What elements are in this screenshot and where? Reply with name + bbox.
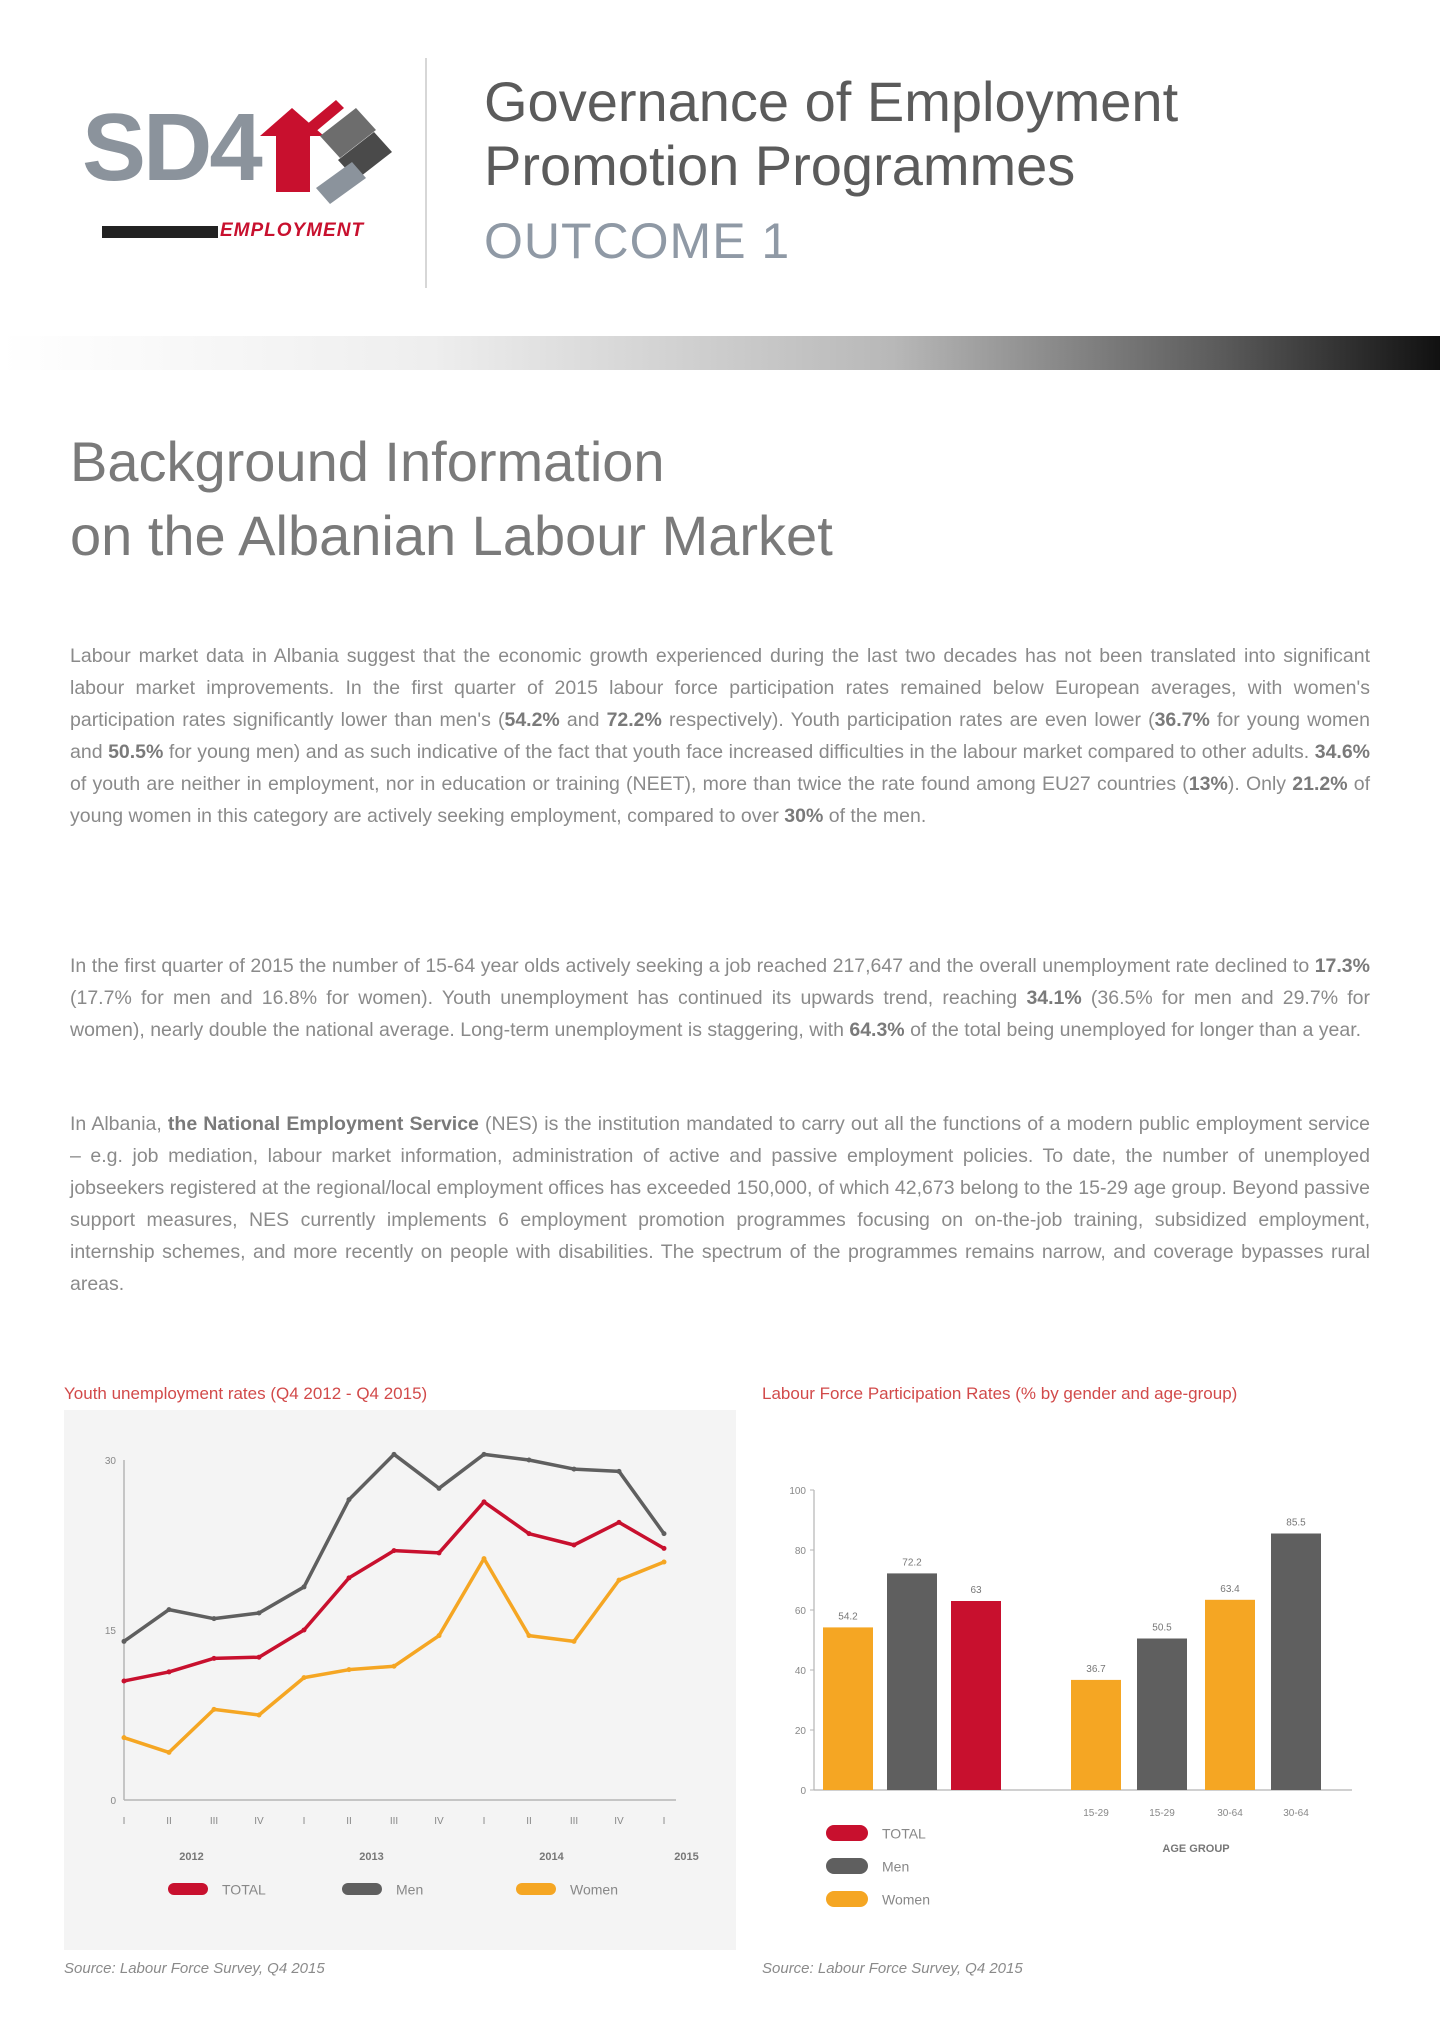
x-group-label: 2014 bbox=[539, 1851, 564, 1863]
logo-text: SD4 bbox=[82, 94, 260, 201]
bar-men bbox=[1271, 1534, 1321, 1791]
data-point-men bbox=[347, 1497, 352, 1502]
data-point-men bbox=[257, 1611, 262, 1616]
legend-swatch bbox=[826, 1891, 868, 1907]
data-point-women bbox=[662, 1560, 667, 1565]
paragraph-1 bbox=[70, 640, 1370, 832]
bar-chart-legend bbox=[826, 1824, 1026, 1924]
participation-bar-chart bbox=[762, 1410, 1382, 1860]
y-tick-label: 15 bbox=[104, 1626, 116, 1637]
section-title-line-1: Background Information bbox=[70, 430, 665, 493]
outcome-label: OUTCOME 1 bbox=[484, 213, 791, 269]
data-point-women bbox=[572, 1639, 577, 1644]
data-point-women bbox=[617, 1578, 622, 1583]
bar-women bbox=[1071, 1680, 1121, 1790]
data-point-women bbox=[392, 1664, 397, 1669]
line-chart-title: Youth unemployment rates (Q4 2012 - Q4 2015) bbox=[64, 1384, 428, 1403]
text-run: In the first quarter of 2015 the number of 15-64 year olds actively seeking a job reached 217,647 and the overall unemployment rate declined to bbox=[70, 955, 1315, 977]
x-tick-label: III bbox=[569, 1816, 579, 1827]
legend-label: Women bbox=[570, 1881, 618, 1898]
age-tick-label: 30-64 bbox=[1217, 1808, 1243, 1819]
legend-item-total bbox=[826, 1824, 926, 1841]
data-point-total bbox=[392, 1548, 397, 1553]
data-point-total bbox=[257, 1655, 262, 1660]
paragraph-2 bbox=[70, 950, 1370, 1046]
data-point-total bbox=[437, 1550, 442, 1555]
title-line-2: Promotion Programmes bbox=[484, 134, 1076, 197]
age-tick-label: 30-64 bbox=[1283, 1808, 1309, 1819]
data-point-total bbox=[482, 1499, 487, 1504]
x-tick-label: I bbox=[482, 1816, 486, 1827]
x-tick-label: III bbox=[209, 1816, 219, 1827]
logo-arrows-icon bbox=[250, 100, 400, 210]
legend-swatch bbox=[168, 1883, 208, 1895]
data-point-men bbox=[482, 1452, 487, 1457]
text-run: of young women in this category are actively seeking employment, compared to over bbox=[70, 773, 1371, 827]
x-tick-label: IV bbox=[254, 1816, 264, 1827]
y-tick-label: 60 bbox=[794, 1606, 806, 1617]
bold-figure: 34.1% bbox=[1026, 987, 1082, 1009]
title-line-1: Governance of Employment bbox=[484, 70, 1179, 133]
age-group-label: AGE GROUP bbox=[1162, 1843, 1230, 1855]
data-point-men bbox=[662, 1531, 667, 1536]
series-line-total bbox=[124, 1502, 664, 1681]
data-point-men bbox=[302, 1584, 307, 1589]
age-tick-label: 15-29 bbox=[1149, 1808, 1175, 1819]
legend-item-women bbox=[826, 1890, 930, 1907]
series-line-men bbox=[124, 1454, 664, 1641]
bold-figure: 72.2% bbox=[606, 709, 662, 731]
y-tick-label: 0 bbox=[110, 1796, 116, 1807]
bold-figure: 34.6% bbox=[1314, 741, 1371, 763]
x-tick-label: I bbox=[122, 1816, 126, 1827]
bar-chart-title: Labour Force Participation Rates (% by gender and age-group) bbox=[762, 1384, 1238, 1403]
data-point-total bbox=[167, 1669, 172, 1674]
bold-figure: 21.2% bbox=[1292, 773, 1348, 795]
bar-value-label: 72.2 bbox=[902, 1557, 922, 1569]
bar-value-label: 63.4 bbox=[1220, 1583, 1240, 1595]
gradient-divider bbox=[0, 336, 1440, 370]
data-point-women bbox=[437, 1633, 442, 1638]
sd4-logo bbox=[82, 94, 402, 250]
data-point-men bbox=[527, 1458, 532, 1463]
data-point-total bbox=[347, 1575, 352, 1580]
data-point-women bbox=[482, 1556, 487, 1561]
legend-item-total bbox=[168, 1880, 266, 1897]
age-tick-label: 15-29 bbox=[1083, 1808, 1109, 1819]
bar-men bbox=[1137, 1639, 1187, 1791]
line-chart-source: Source: Labour Force Survey, Q4 2015 bbox=[64, 1960, 325, 1977]
x-group-label: 2015 bbox=[674, 1851, 699, 1863]
legend-swatch bbox=[342, 1883, 382, 1895]
x-group-label: 2013 bbox=[359, 1851, 384, 1863]
data-point-total bbox=[302, 1628, 307, 1633]
bar-value-label: 85.5 bbox=[1286, 1517, 1306, 1529]
x-tick-label: IV bbox=[434, 1816, 444, 1827]
text-run: In Albania, bbox=[70, 1113, 168, 1135]
youth-unemployment-line-chart bbox=[64, 1410, 736, 1950]
data-point-women bbox=[212, 1707, 217, 1712]
data-point-women bbox=[347, 1667, 352, 1672]
data-point-total bbox=[527, 1531, 532, 1536]
data-point-total bbox=[122, 1679, 127, 1684]
data-point-total bbox=[572, 1543, 577, 1548]
data-point-women bbox=[302, 1675, 307, 1680]
series-line-women bbox=[124, 1559, 664, 1753]
data-point-total bbox=[662, 1546, 667, 1551]
x-tick-label: II bbox=[346, 1816, 352, 1827]
section-title bbox=[70, 425, 833, 573]
legend-label: Women bbox=[882, 1891, 930, 1908]
bar-total bbox=[951, 1601, 1001, 1790]
x-tick-label: II bbox=[166, 1816, 172, 1827]
y-tick-label: 20 bbox=[794, 1726, 806, 1737]
x-tick-label: IV bbox=[614, 1816, 624, 1827]
line-chart-legend bbox=[64, 1880, 736, 1910]
bold-figure: 13% bbox=[1188, 773, 1228, 795]
data-point-women bbox=[257, 1713, 262, 1718]
y-tick-label: 30 bbox=[104, 1456, 116, 1467]
data-point-men bbox=[437, 1486, 442, 1491]
data-point-men bbox=[167, 1607, 172, 1612]
text-run: of youth are neither in employment, nor in education or training (NEET), more than twice the rate found among EU27 countries ( bbox=[70, 773, 1189, 795]
logo-bar bbox=[102, 226, 218, 238]
legend-swatch bbox=[516, 1883, 556, 1895]
data-point-men bbox=[122, 1639, 127, 1644]
x-tick-label: III bbox=[389, 1816, 399, 1827]
bar-value-label: 54.2 bbox=[838, 1611, 858, 1623]
data-point-women bbox=[167, 1750, 172, 1755]
text-run: (NES) is the institution mandated to carry out all the functions of a modern public employment service – e.g. job mediation, labour market information, administration of active and passive employment policies. To date, the number of unemployed jobseekers registered at the regional/local employment offices has exceeded 150,000, of which 42,673 belong to the 15-29 age group. Beyond passive support measures, NES currently implements 6 employment promotion programmes focusing on on-the-job training, subsidized employment, internship schemes, and more recently on people with disabilities. The spectrum of the programmes remains narrow, and coverage bypasses rural areas. bbox=[70, 1113, 1370, 1295]
legend-item-men bbox=[342, 1880, 423, 1897]
bar-value-label: 36.7 bbox=[1086, 1663, 1106, 1675]
text-run: (17.7% for men and 16.8% for women). Youth unemployment has continued its upwards trend, reaching bbox=[70, 987, 1027, 1009]
data-point-total bbox=[617, 1520, 622, 1525]
header-divider bbox=[425, 58, 427, 288]
bold-figure: the National Employment Service bbox=[167, 1113, 479, 1135]
legend-label: Men bbox=[882, 1858, 910, 1875]
data-point-men bbox=[212, 1616, 217, 1621]
text-run: and bbox=[559, 709, 607, 731]
section-title-line-2: on the Albanian Labour Market bbox=[70, 504, 833, 567]
legend-label: TOTAL bbox=[882, 1825, 926, 1842]
bar-value-label: 63 bbox=[970, 1585, 982, 1596]
x-group-label: 2012 bbox=[179, 1851, 204, 1863]
data-point-women bbox=[527, 1633, 532, 1638]
data-point-women bbox=[122, 1735, 127, 1740]
bold-figure: 64.3% bbox=[849, 1019, 905, 1041]
legend-item-men bbox=[826, 1857, 909, 1874]
data-point-total bbox=[212, 1656, 217, 1661]
data-point-men bbox=[572, 1467, 577, 1472]
x-tick-label: II bbox=[526, 1816, 532, 1827]
text-run: for young men) and as such indicative of the fact that youth face increased difficulties in the labour market compared to other adults. bbox=[163, 741, 1315, 763]
x-tick-label: I bbox=[662, 1816, 666, 1827]
text-run: ). Only bbox=[1227, 773, 1293, 795]
legend-swatch bbox=[826, 1858, 868, 1874]
text-run: of the men. bbox=[823, 805, 927, 827]
text-run: for young women and bbox=[70, 709, 1370, 763]
bar-value-label: 50.5 bbox=[1152, 1622, 1172, 1634]
text-run: Labour market data in Albania suggest that the economic growth experienced during the last two decades has not been translated into significant labour market improvements. In the first quarter of 2015 labour force participation rates remained below European averages, with women's participation rates significantly lower than men's ( bbox=[70, 645, 1370, 731]
bar-chart-source: Source: Labour Force Survey, Q4 2015 bbox=[762, 1960, 1023, 1977]
legend-item-women bbox=[516, 1880, 618, 1897]
bar-women bbox=[1205, 1600, 1255, 1790]
y-tick-label: 100 bbox=[789, 1486, 806, 1497]
bold-figure: 50.5% bbox=[108, 741, 164, 763]
legend-swatch bbox=[826, 1825, 868, 1841]
x-tick-label: I bbox=[302, 1816, 306, 1827]
legend-label: TOTAL bbox=[222, 1881, 266, 1898]
text-run: respectively). Youth participation rates are even lower ( bbox=[661, 709, 1155, 731]
bold-figure: 36.7% bbox=[1154, 709, 1210, 731]
y-tick-label: 40 bbox=[794, 1666, 806, 1677]
data-point-men bbox=[617, 1469, 622, 1474]
y-tick-label: 0 bbox=[800, 1786, 806, 1797]
bold-figure: 54.2% bbox=[504, 709, 560, 731]
paragraph-3 bbox=[70, 1108, 1370, 1300]
bar-women bbox=[823, 1627, 873, 1790]
logo-subtitle: EMPLOYMENT bbox=[220, 220, 365, 241]
bold-figure: 30% bbox=[784, 805, 824, 827]
bar-men bbox=[887, 1573, 937, 1790]
text-run: (36.5% for men and 29.7% for women), nearly double the national average. Long-term unemployment is staggering, with bbox=[70, 987, 1370, 1041]
data-point-men bbox=[392, 1452, 397, 1457]
document-title bbox=[484, 70, 1178, 198]
bold-figure: 17.3% bbox=[1314, 955, 1370, 977]
legend-label: Men bbox=[396, 1881, 424, 1898]
text-run: of the total being unemployed for longer than a year. bbox=[904, 1019, 1362, 1041]
y-tick-label: 80 bbox=[794, 1546, 806, 1557]
